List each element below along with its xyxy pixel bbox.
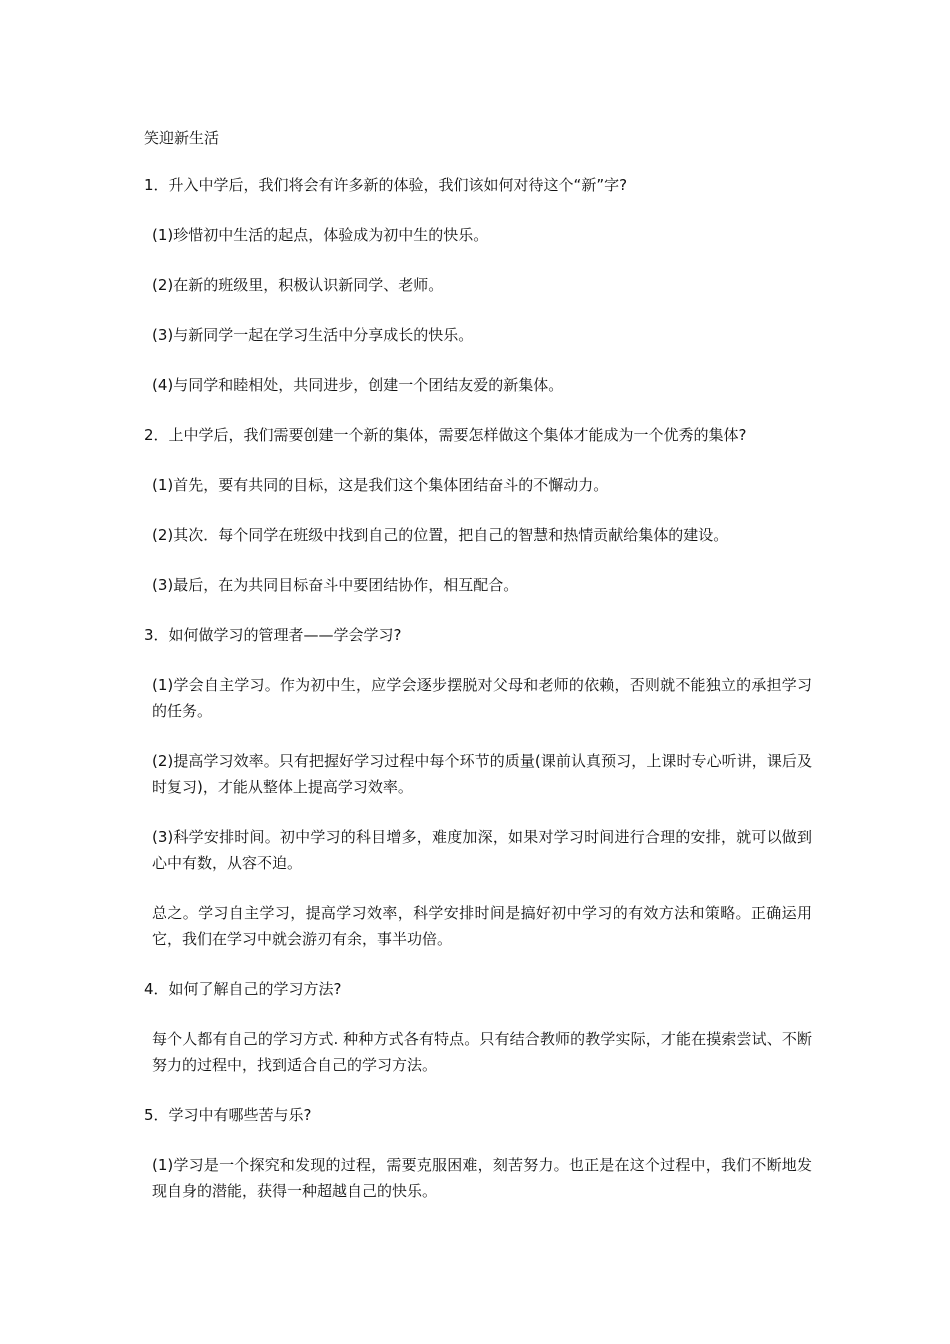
answer-2-2: (2)其次．每个同学在班级中找到自己的位置，把自己的智慧和热情贡献给集体的建设。	[152, 526, 729, 544]
question-4: 4．如何了解自己的学习方法?	[144, 980, 342, 998]
answer-2-3: (3)最后，在为共同目标奋斗中要团结协作，相互配合。	[152, 576, 519, 594]
document-body	[144, 172, 812, 1228]
question-1: 1．升入中学后，我们将会有许多新的体验，我们该如何对待这个“新”字?	[144, 176, 628, 194]
answer-1-2: (2)在新的班级里，积极认识新同学、老师。	[152, 276, 444, 294]
answer-3-2: (2)提高学习效率。只有把握好学习过程中每个环节的质量(课前认真预习，上课时专心听讲，课后及时复习)，才能从整体上提高学习效率。	[152, 752, 812, 796]
answer-2-1: (1)首先，要有共同的目标，这是我们这个集体团结奋斗的不懈动力。	[152, 476, 609, 494]
document-title: 笑迎新生活	[144, 129, 220, 147]
answer-1-1: (1)珍惜初中生活的起点，体验成为初中生的快乐。	[152, 226, 489, 244]
answer-5-1: (1)学习是一个探究和发现的过程，需要克服困难，刻苦努力。也正是在这个过程中，我们不断地发现自身的潜能，获得一种超越自己的快乐。	[152, 1156, 812, 1200]
answer-1-4: (4)与同学和睦相处，共同进步，创建一个团结友爱的新集体。	[152, 376, 564, 394]
answer-4: 每个人都有自己的学习方式. 种种方式各有特点。只有结合教师的教学实际，才能在摸索尝试、不断努力的过程中，找到适合自己的学习方法。	[152, 1030, 812, 1074]
question-3: 3．如何做学习的管理者——学会学习?	[144, 626, 402, 644]
question-2: 2．上中学后，我们需要创建一个新的集体，需要怎样做这个集体才能成为一个优秀的集体?	[144, 426, 747, 444]
answer-1-3: (3)与新同学一起在学习生活中分享成长的快乐。	[152, 326, 474, 344]
answer-3-1: (1)学会自主学习。作为初中生，应学会逐步摆脱对父母和老师的依赖，否则就不能独立的承担学习的任务。	[152, 676, 812, 720]
summary-3: 总之。学习自主学习，提高学习效率，科学安排时间是搞好初中学习的有效方法和策略。正确运用它，我们在学习中就会游刃有余，事半功倍。	[152, 904, 812, 948]
answer-3-3: (3)科学安排时间。初中学习的科目增多，难度加深，如果对学习时间进行合理的安排，就可以做到心中有数，从容不迫。	[152, 828, 812, 872]
question-5: 5．学习中有哪些苦与乐?	[144, 1106, 312, 1124]
